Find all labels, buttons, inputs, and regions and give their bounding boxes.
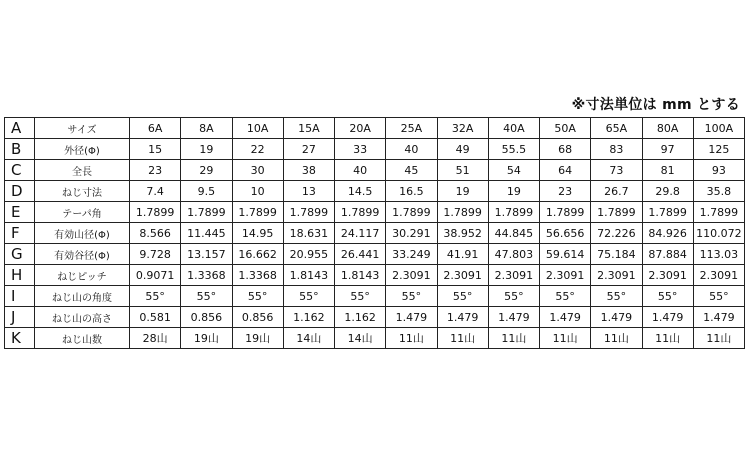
table-row [5,202,745,223]
row-label: ねじ山の角度 [35,286,130,307]
table-cell: 11.445 [181,223,232,244]
table-cell: 2.3091 [488,265,539,286]
row-letter: K [5,328,35,349]
table-cell: 9.5 [181,181,232,202]
table-cell: 55° [283,286,334,307]
table-row [5,118,745,139]
table-cell: 1.7899 [642,202,693,223]
table-cell: 14.95 [232,223,283,244]
table-cell: 14.5 [335,181,386,202]
table-cell: 55° [437,286,488,307]
table-cell: 83 [591,139,642,160]
table-cell: 55° [540,286,591,307]
table-cell: 1.479 [591,307,642,328]
table-cell: 59.614 [540,244,591,265]
table-cell: 55° [181,286,232,307]
table-cell: 64 [540,160,591,181]
table-row [5,244,745,265]
table-cell: 10 [232,181,283,202]
table-cell: 2.3091 [693,265,744,286]
table-cell: 9.728 [130,244,181,265]
table-cell: 15A [283,118,334,139]
table-cell: 11山 [437,328,488,349]
table-cell: 84.926 [642,223,693,244]
row-label: ねじ寸法 [35,181,130,202]
table-cell: 51 [437,160,488,181]
table-cell: 11山 [386,328,437,349]
table-cell: 81 [642,160,693,181]
table-cell: 25A [386,118,437,139]
table-cell: 1.7899 [283,202,334,223]
table-cell: 6A [130,118,181,139]
row-letter: F [5,223,35,244]
table-row [5,139,745,160]
table-cell: 30.291 [386,223,437,244]
table-cell: 1.7899 [181,202,232,223]
table-cell: 65A [591,118,642,139]
table-cell: 2.3091 [540,265,591,286]
table-cell: 47.803 [488,244,539,265]
table-cell: 55° [386,286,437,307]
table-cell: 35.8 [693,181,744,202]
table-cell: 19 [488,181,539,202]
row-label: 有効山径(Φ) [35,223,130,244]
table-cell: 68 [540,139,591,160]
table-cell: 87.884 [642,244,693,265]
table-cell: 1.479 [437,307,488,328]
row-label: サイズ [35,118,130,139]
table-cell: 54 [488,160,539,181]
table-cell: 0.9071 [130,265,181,286]
table-cell: 55° [591,286,642,307]
table-cell: 55° [642,286,693,307]
table-row [5,328,745,349]
row-letter: G [5,244,35,265]
table-cell: 1.7899 [232,202,283,223]
table-cell: 1.162 [283,307,334,328]
table-cell: 1.7899 [591,202,642,223]
row-label: ねじピッチ [35,265,130,286]
row-label: ねじ山の高さ [35,307,130,328]
spec-table-body [5,118,745,349]
row-letter: C [5,160,35,181]
table-cell: 56.656 [540,223,591,244]
table-cell: 10A [232,118,283,139]
table-cell: 1.7899 [386,202,437,223]
table-cell: 1.7899 [488,202,539,223]
table-cell: 23 [130,160,181,181]
row-letter: H [5,265,35,286]
table-cell: 8.566 [130,223,181,244]
table-cell: 19 [181,139,232,160]
table-cell: 15 [130,139,181,160]
table-cell: 38 [283,160,334,181]
table-cell: 44.845 [488,223,539,244]
table-cell: 80A [642,118,693,139]
table-cell: 13 [283,181,334,202]
table-cell: 20A [335,118,386,139]
row-label: テーパ角 [35,202,130,223]
table-row [5,265,745,286]
table-cell: 1.7899 [437,202,488,223]
table-cell: 1.479 [642,307,693,328]
unit-note: ※寸法単位は mm とする [571,97,740,113]
row-letter: B [5,139,35,160]
table-row [5,223,745,244]
table-cell: 55° [335,286,386,307]
table-row [5,307,745,328]
table-cell: 1.479 [540,307,591,328]
table-cell: 26.441 [335,244,386,265]
table-cell: 8A [181,118,232,139]
table-cell: 13.157 [181,244,232,265]
table-cell: 73 [591,160,642,181]
table-cell: 16.5 [386,181,437,202]
table-cell: 14山 [283,328,334,349]
table-cell: 125 [693,139,744,160]
row-letter: A [5,118,35,139]
table-cell: 27 [283,139,334,160]
table-cell: 11山 [540,328,591,349]
table-cell: 97 [642,139,693,160]
table-cell: 55° [232,286,283,307]
table-cell: 2.3091 [437,265,488,286]
table-cell: 11山 [642,328,693,349]
table-cell: 110.072 [693,223,744,244]
table-cell: 1.7899 [693,202,744,223]
table-cell: 55.5 [488,139,539,160]
table-cell: 30 [232,160,283,181]
table-cell: 75.184 [591,244,642,265]
table-cell: 20.955 [283,244,334,265]
table-cell: 40 [335,160,386,181]
table-cell: 100A [693,118,744,139]
table-row [5,286,745,307]
row-letter: D [5,181,35,202]
table-cell: 16.662 [232,244,283,265]
table-cell: 50A [540,118,591,139]
table-cell: 26.7 [591,181,642,202]
table-cell: 19 [437,181,488,202]
table-cell: 28山 [130,328,181,349]
table-row [5,181,745,202]
table-cell: 93 [693,160,744,181]
table-cell: 40 [386,139,437,160]
table-cell: 113.03 [693,244,744,265]
table-cell: 1.7899 [335,202,386,223]
table-cell: 29 [181,160,232,181]
table-cell: 11山 [693,328,744,349]
table-cell: 11山 [591,328,642,349]
table-cell: 29.8 [642,181,693,202]
table-cell: 24.117 [335,223,386,244]
table-cell: 33 [335,139,386,160]
table-cell: 1.3368 [232,265,283,286]
row-letter: I [5,286,35,307]
table-cell: 19山 [232,328,283,349]
row-label: 全長 [35,160,130,181]
table-cell: 1.479 [386,307,437,328]
row-letter: J [5,307,35,328]
table-cell: 18.631 [283,223,334,244]
table-cell: 19山 [181,328,232,349]
table-cell: 14山 [335,328,386,349]
table-cell: 11山 [488,328,539,349]
table-cell: 22 [232,139,283,160]
table-cell: 55° [693,286,744,307]
table-cell: 72.226 [591,223,642,244]
table-cell: 1.8143 [335,265,386,286]
table-cell: 0.581 [130,307,181,328]
table-cell: 49 [437,139,488,160]
table-cell: 45 [386,160,437,181]
table-cell: 41.91 [437,244,488,265]
table-cell: 33.249 [386,244,437,265]
table-cell: 38.952 [437,223,488,244]
spec-table [4,117,745,349]
table-cell: 40A [488,118,539,139]
table-row [5,160,745,181]
table-cell: 2.3091 [386,265,437,286]
table-cell: 1.7899 [130,202,181,223]
table-cell: 23 [540,181,591,202]
table-cell: 1.479 [693,307,744,328]
table-cell: 7.4 [130,181,181,202]
table-cell: 55° [130,286,181,307]
row-label: 有効谷径(Φ) [35,244,130,265]
table-cell: 55° [488,286,539,307]
table-cell: 1.7899 [540,202,591,223]
table-cell: 32A [437,118,488,139]
row-label: ねじ山数 [35,328,130,349]
row-label: 外径(Φ) [35,139,130,160]
table-cell: 2.3091 [642,265,693,286]
table-cell: 2.3091 [591,265,642,286]
table-cell: 1.479 [488,307,539,328]
table-cell: 1.162 [335,307,386,328]
table-cell: 1.3368 [181,265,232,286]
table-cell: 0.856 [181,307,232,328]
row-letter: E [5,202,35,223]
table-cell: 0.856 [232,307,283,328]
table-cell: 1.8143 [283,265,334,286]
